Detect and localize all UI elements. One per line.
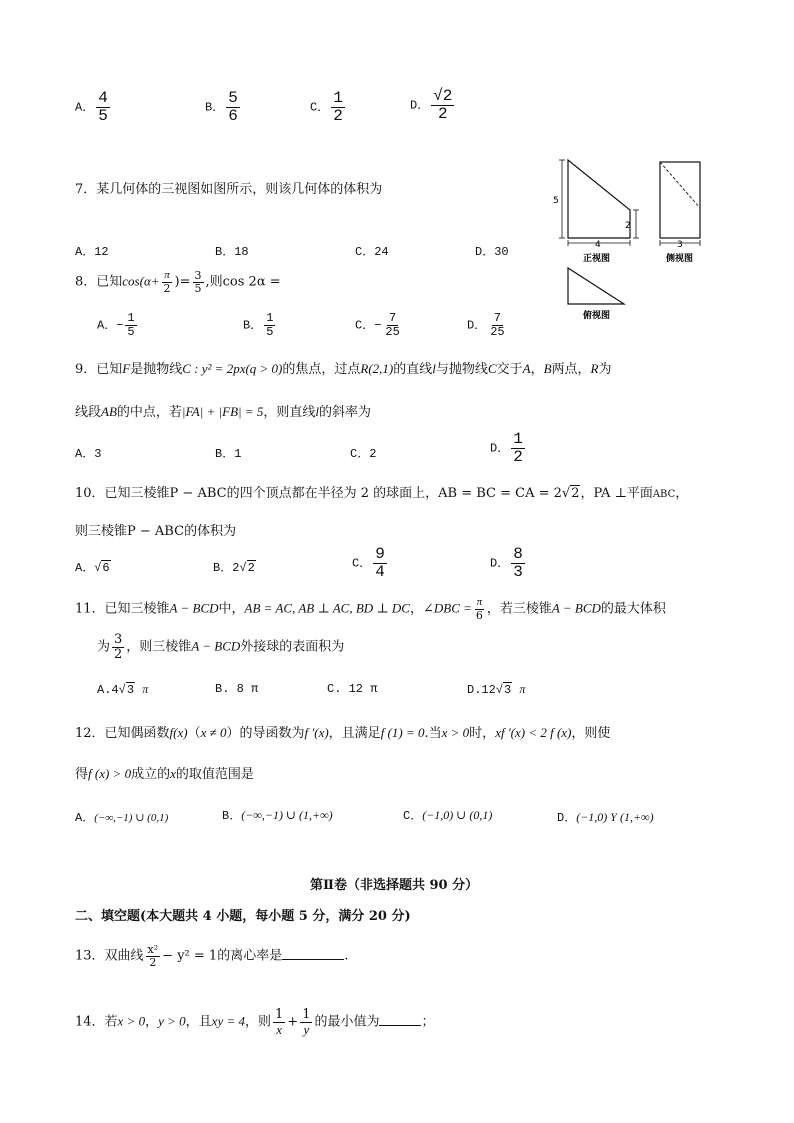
q12-option-d: D．(−1,0) Y (1,+∞): [557, 810, 654, 825]
q14-question: 14．若x > 0，y > 0，且xy = 4，则 $\frac{1}{x}$ + $\frac{1}{y}$ 的最小值为 ；: [75, 1007, 435, 1037]
q13-answer-blank: [282, 947, 344, 960]
top-view-label: 俯视图: [583, 311, 611, 321]
q12-question-line1: 12．已知偶函数f(x)（x ≠ 0）的导函数为f ′(x)，且满足f (1) = 0.当x > 0时，xf ′(x) < 2 f (x)，则使: [75, 725, 611, 741]
three-view-figure: [550, 150, 720, 325]
dim-height-label: 5: [553, 196, 559, 206]
q13-question: 13．双曲线 $\frac{\text{x²}}{2}$ − y² = 1的离心率是 .: [75, 943, 349, 969]
q11-option-b: B. 8 π: [215, 682, 259, 696]
q12-option-a: A．(−∞,−1) ∪ (0,1): [75, 811, 169, 825]
q7-question: 7．某几何体的三视图如图所示，则该几何体的体积为: [75, 182, 383, 197]
q6-option-c: C． $\frac{1}{2}$: [310, 89, 343, 125]
q8-option-c: C．− $\frac{7}{25}$: [355, 311, 400, 339]
q8-question: 8．已知cos(α+ $\frac{\pi}{2}$ )= $\frac{3}{5}$ ,则cos 2α =: [75, 269, 281, 295]
q9-question-line1: 9．已知F是抛物线C : y² = 2px(q > 0)的焦点，过点R(2,1)的直线l与抛物线C交于A，B两点，R为: [75, 361, 612, 377]
q11-option-a: A.4√3 π: [97, 682, 149, 697]
dim-right-label: 2: [625, 221, 631, 231]
q9-option-d: D． $\frac{1}{2}$: [490, 430, 523, 466]
q10-option-d: D． $\frac{8}{3}$: [490, 545, 523, 581]
side-view-shape: [660, 162, 700, 238]
top-view-shape: [568, 268, 624, 304]
q9-question-line2: 线段AB的中点，若|FA| + |FB| = 5，则直线l的斜率为: [75, 404, 372, 420]
dim-width-label: 4: [595, 240, 601, 250]
q11-question-line2: 为 $\frac{3}{2}$ ，则三棱锥A − BCD外接球的表面积为: [97, 632, 345, 662]
q12-option-b: B．(−∞,−1) ∪ (1,+∞): [222, 808, 333, 823]
q9-option-a: A．3: [75, 447, 102, 461]
q6-option-a: A． $\frac{4}{5}$: [75, 89, 108, 125]
q7-option-c: C．24: [355, 245, 389, 259]
q7-option-d: D．30: [475, 245, 509, 259]
q11-option-d: D.12√3 π: [467, 682, 526, 697]
q10-option-b: B．2√2: [213, 561, 255, 575]
q6-option-d: D． $\frac{√2}{2}$: [410, 87, 453, 123]
q7-option-a: A．12: [75, 245, 109, 259]
q9-option-b: B．1: [215, 447, 242, 461]
q9-option-c: C．2: [350, 447, 377, 461]
q12-option-c: C．(−1,0) ∪ (0,1): [403, 808, 493, 823]
q10-option-c: C． $\frac{9}{4}$: [352, 545, 385, 581]
side-view-label: 侧视图: [666, 254, 694, 264]
q8-option-d: D． $\frac{7}{25}$: [467, 311, 505, 339]
part2-title: 第Ⅱ卷（非选择题共 90 分）: [310, 878, 479, 893]
dim-side-width-label: 3: [677, 240, 683, 250]
front-view-shape: [568, 160, 630, 238]
section-heading: 二、填空题(本大题共 4 小题，每小题 5 分，满分 20 分): [75, 909, 411, 924]
q14-answer-blank: [379, 1013, 421, 1026]
q8-option-a: A．− $\frac{1}{5}$: [97, 311, 135, 339]
q11-option-c: C. 12 π: [327, 682, 378, 696]
q12-question-line2: 得f (x) > 0成立的x的取值范围是: [75, 766, 254, 782]
q10-question-line1: 10．已知三棱锥P − ABC的四个顶点都在半径为 2 的球面上，AB = BC = CA = 2√2，PA ⊥平面ABC，: [75, 486, 689, 501]
q8-option-b: B． $\frac{1}{5}$: [243, 311, 274, 339]
q7-option-b: B．18: [215, 245, 249, 259]
q11-question-line1: 11．已知三棱锥A − BCD中，AB = AC, AB ⊥ AC, BD ⊥ DC，∠DBC = $\frac{\pi}{6}$ ，若三棱锥A − BCD的最大体积: [75, 596, 666, 622]
q6-option-b: B． $\frac{5}{6}$: [205, 89, 238, 125]
front-view-label: 正视图: [583, 254, 611, 264]
q10-question-line2: 则三棱锥P − ABC的体积为: [75, 524, 237, 539]
q10-option-a: A．√6: [75, 561, 110, 575]
